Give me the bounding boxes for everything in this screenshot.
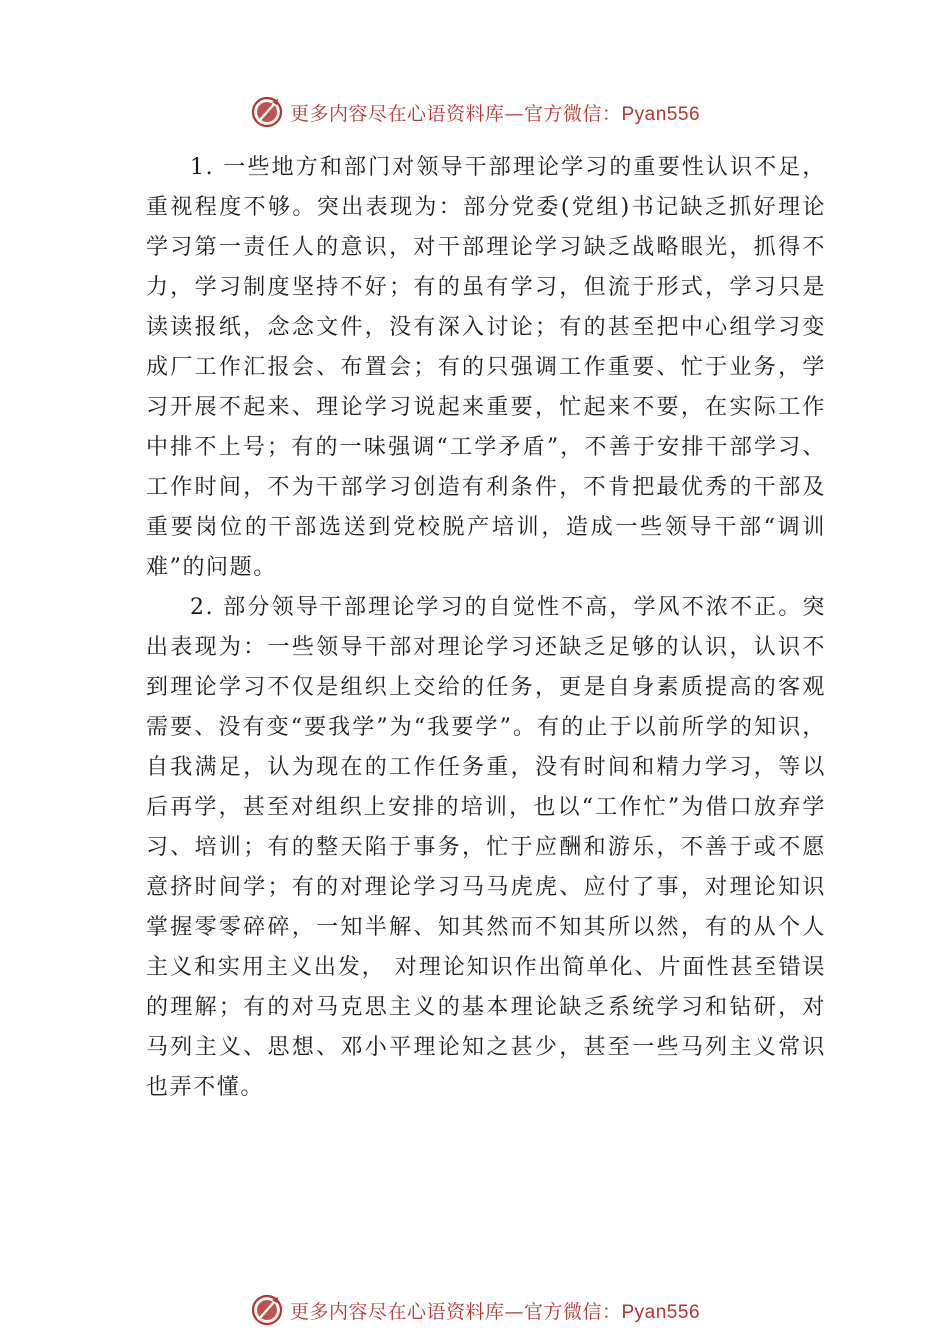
paragraph-2: 2. 部分领导干部理论学习的自觉性不高，学风不浓不正。突出表现为：一些领导干部对理论学习还缺乏足够的认识，认识不到理论学习不仅是组织上交给的任务，更是自身素质提高的客观需要、没有变“要我学”为“我要学”。有的止于以前所学的知识，自我满足，认为现在的工作任务重，没有时间和精力学习，等以后再学，甚至对组织上安排的培训，也以“工作忙”为借口放弃学习、培训；有的整天陷于事务，忙于应酬和游乐，不善于或不愿意挤时间学；有的对理论学习马马虎虎、应付了事，对理论知识掌握零零碎碎，一知半解、知其然而不知其所以然，有的从个人主义和实用主义出发， 对理论知识作出简单化、片面性甚至错误的理解；有的对马克思主义的基本理论缺乏系统学习和钻研，对马列主义、思想、邓小平理论知之甚少，甚至一些马列主义常识也弄不懂。: [146, 595, 826, 1100]
banner-id: Pyan556: [621, 1301, 701, 1323]
footer-banner: [0, 1290, 950, 1330]
banner-prefix: 更多内容尽在心语资料库: [289, 1300, 505, 1323]
banner-label: 官方微信：: [523, 1300, 622, 1323]
paragraph-1: 1. 一些地方和部门对领导干部理论学习的重要性认识不足，重视程度不够。突出表现为：部分党委(党组)书记缺乏抓好理论学习第一责任人的意识，对干部理论学习缺乏战略眼光，抓得不力，学习制度坚持不好；有的虽有学习，但流于形式，学习只是读读报纸，念念文件，没有深入讨论；有的甚至把中心组学习变成厂工作汇报会、布置会；有的只强调工作重要、忙于业务，学习开展不起来、理论学习说起来重要，忙起来不要，在实际工作中排不上号；有的一味强调“工学矛盾”，不善于安排干部学习、工作时间，不为干部学习创造有利条件，不肯把最优秀的干部及重要岗位的干部选送到党校脱产培训，造成一些领导干部“调训难”的问题。: [146, 155, 826, 580]
banner-text: [290, 99, 700, 126]
document-body: [146, 148, 826, 1108]
header-banner: [0, 92, 950, 132]
quill-seal-icon: [250, 1293, 284, 1327]
banner-prefix: 更多内容尽在心语资料库: [289, 102, 505, 125]
banner-id: Pyan556: [621, 103, 701, 125]
quill-seal-icon: [250, 95, 284, 129]
banner-dash: —: [504, 1300, 524, 1323]
banner-text: [290, 1297, 700, 1324]
banner-label: 官方微信：: [523, 102, 622, 125]
banner-dash: —: [504, 102, 524, 125]
